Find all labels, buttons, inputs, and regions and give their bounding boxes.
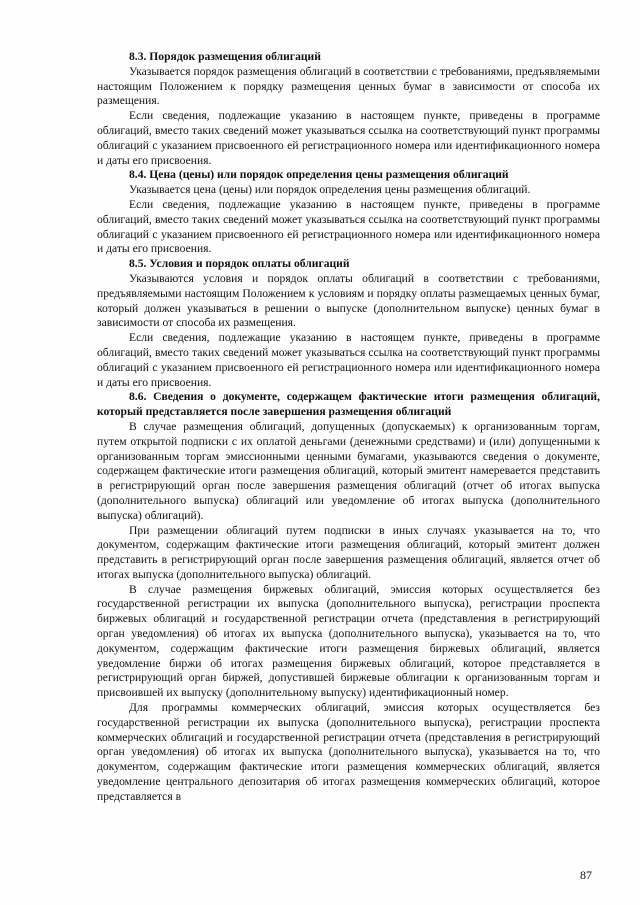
section-8-5-heading: 8.5. Условия и порядок оплаты облигаций	[129, 257, 350, 271]
section-8-3-heading: 8.3. Порядок размещения облигаций	[129, 50, 321, 63]
section-8-4-paragraph-2: Если сведения, подлежащие указанию в настоящем пункте, приведены в программе облигаций, вместо таких сведений может указываться ссылка на соответствующий пункт программы облигаций с указанием присвоенного ей регистрационного номера или идентификационного номера и даты его присвоения.	[97, 197, 600, 256]
section-8-6-paragraph-2: При размещении облигаций путем подписки в иных случаях указывается на то, что документом, содержащим фактические итоги размещения облигаций, который эмитент должен представить в регистрирующий орган после завершения размещения облигаций, является отчет об итогах выпуска (дополнительного выпуска) облигаций.	[97, 523, 600, 581]
section-8-4-heading: 8.4. Цена (цены) или порядок определения цены размещения облигаций	[129, 168, 509, 182]
section-8-5-paragraph-2: Если сведения, подлежащие указанию в настоящем пункте, приведены в программе облигаций, вместо таких сведений может указываться ссылка на соответствующий пункт программы облигаций с указанием присвоенного ей регистрационного номера или идентификационного номера и даты его присвоения.	[97, 331, 600, 389]
section-8-5-paragraph-1: Указываются условия и порядок оплаты облигаций в соответствии с требованиями, предъявляемыми настоящим Положением к условиям и порядку оплаты размещаемых ценных бумаг, который должен указываться в решении о выпуске (дополнительном выпуске) ценных бумаг в зависимости от способа их размещения.	[97, 271, 600, 330]
section-8-6-paragraph-1: В случае размещения облигаций, допущенных (допускаемых) к организованным торгам, путем открытой подписки с их оплатой деньгами (денежными средствами) и (или) допущенными к организованным торгам эмиссионными ценными бумагами, указываются сведения о документе, содержащем фактические итоги размещения облигаций, который эмитент намеревается представить в регистрирующий орган после завершения размещения облигаций (отчет об итогах выпуска (дополнительного выпуска) облигаций или уведомление об итогах выпуска (дополнительного выпуска) облигаций).	[97, 419, 600, 522]
section-8-6-paragraph-4: Для программы коммерческих облигаций, эмиссия которых осуществляется без государственной регистрации их выпуска (дополнительного выпуска), регистрации проспекта коммерческих облигаций и государственной регистрации отчета (представления в регистрирующий орган уведомления) об итогах их выпуска (дополнительного выпуска), указывается на то, что документом, содержащим фактические итоги размещения коммерческих облигаций, является уведомление центрального депозитария об итогах размещения коммерческих облигаций, которое представляется в	[97, 701, 600, 803]
section-8-6-heading: 8.6. Сведения о документе, содержащем фактические итоги размещения облигаций, который представляется после завершения размещения облигаций	[97, 390, 600, 419]
section-8-4-paragraph-1: Указывается цена (цены) или порядок определения цены размещения облигаций.	[129, 183, 531, 197]
section-8-3-paragraph-1: Указывается порядок размещения облигаций в соответствии с требованиями, предъявляемыми настоящим Положением к порядку размещения ценных бумаг в зависимости от способа их размещения.	[97, 64, 600, 108]
section-8-3-paragraph-2: Если сведения, подлежащие указанию в настоящем пункте, приведены в программе облигаций, вместо таких сведений может указываться ссылка на соответствующий пункт программы облигаций с указанием присвоенного ей регистрационного номера или идентификационного номера и даты его присвоения.	[97, 109, 600, 167]
section-8-6-paragraph-3: В случае размещения биржевых облигаций, эмиссия которых осуществляется без государственной регистрации их выпуска (дополнительного выпуска), регистрации проспекта биржевых облигаций и государственной регистрации отчета (представления в регистрирующий орган уведомления) об итогах их выпуска (дополнительного выпуска), указывается на то, что документом, содержащим фактические итоги размещения биржевых облигаций, является уведомление биржи об итогах размещения биржевых облигаций, которое представляется в регистрирующий орган биржей, допустившей биржевые облигации к организованным торгам и присвоившей их выпуску (дополнительному выпуску) идентификационный номер.	[97, 582, 600, 700]
page-number: 87	[580, 868, 592, 882]
